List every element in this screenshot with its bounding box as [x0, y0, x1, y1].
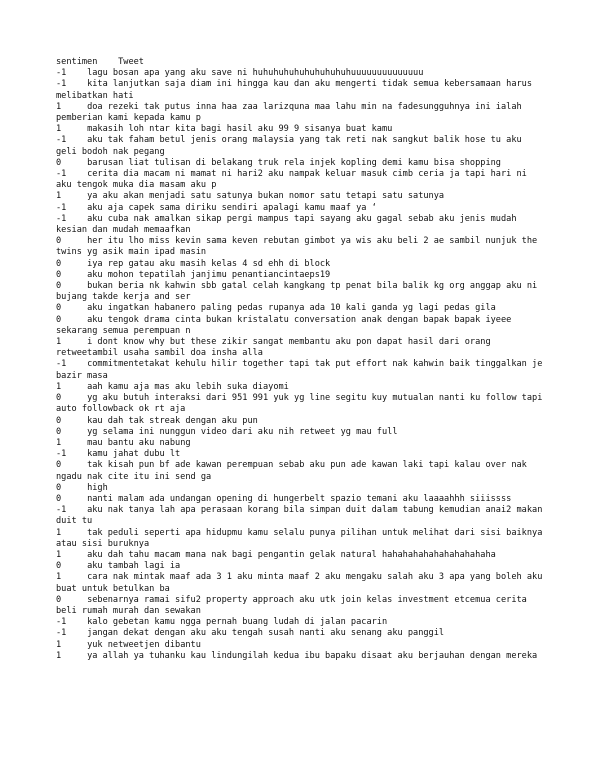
tweet-row: [56, 68, 546, 79]
sentiment-value: 1: [56, 639, 82, 650]
tweet-text: cerita dia macam ni mamat ni hari2 aku nampak keluar masuk cimb ceria ja tapi hari ni aku tengok muka dia masam aku p: [56, 169, 533, 191]
sentiment-value: 0: [56, 281, 82, 292]
tweet-text: mau bantu aku nabung: [87, 437, 191, 448]
tweet-text: yg selama ini nunggun video dari aku nih retweet yg mau full: [87, 426, 398, 437]
sentiment-value: -1: [56, 79, 82, 90]
header-row: [56, 57, 546, 68]
tweet-text: kamu jahat dubu lt: [87, 449, 181, 460]
tweet-row: [56, 359, 546, 381]
tweet-text: sebenarnya ramai sifu2 property approach aku utk join kelas investment etcemua cerita beli rumah murah dan sewakan: [56, 594, 533, 616]
tweet-row: [56, 561, 546, 572]
header-sentiment: sentimen: [56, 57, 98, 67]
sentiment-value: 1: [56, 124, 82, 135]
sentiment-value: 0: [56, 561, 82, 572]
sentiment-value: 0: [56, 303, 82, 314]
sentiment-value: 0: [56, 460, 82, 471]
tweet-text: bukan beria nk kahwin sbb gatal celah kangkang tp penat bila balik kg org anggap aku ni bujang takde kerja and ser: [56, 281, 543, 303]
sentiment-value: 0: [56, 236, 82, 247]
tweet-row: [56, 124, 546, 135]
tweet-text: ya allah ya tuhanku kau lindungilah kedua ibu bapaku disaat aku berjauhan dengan mereka: [87, 650, 538, 661]
tweet-text: nanti malam ada undangan opening di hungerbelt spazio temani aku laaaahhh siiissss: [87, 493, 512, 504]
tweet-row: [56, 438, 546, 449]
tweet-text: aku tengok drama cinta bukan kristalatu conversation anak dengan bapak bapak iyeee sekarang semua perempuan n: [56, 314, 517, 336]
sentiment-value: 1: [56, 549, 82, 560]
tweet-text: jangan dekat dengan aku aku tengah susah nanti aku senang aku panggil: [87, 628, 445, 639]
tweet-text: yuk netweetjen dibantu: [87, 639, 201, 650]
sentiment-value: 0: [56, 393, 82, 404]
tweet-text: tak kisah pun bf ade kawan perempuan sebab aku pun ade kawan laki tapi kalau over nak ngadu nak cite itu ini send ga: [56, 460, 533, 482]
tweet-text: i dont know why but these zikir sangat membantu aku pon dapat hasil dari orang retweetambil usaha sambil doa insha alla: [56, 337, 496, 359]
tweet-row: [56, 595, 546, 617]
tweet-row: [56, 494, 546, 505]
tweet-text: barusan liat tulisan di belakang truk rela injek kopling demi kamu bisa shopping: [87, 157, 501, 168]
sentiment-value: 1: [56, 437, 82, 448]
tweet-row: [56, 550, 546, 561]
sentiment-value: 1: [56, 337, 82, 348]
sentiment-value: 0: [56, 482, 82, 493]
tweet-row: [56, 191, 546, 202]
tweet-text: tak peduli seperti apa hidupmu kamu selalu punya pilihan untuk melihat dari sisi baiknya atau sisi buruknya: [56, 527, 548, 549]
tweet-text: lagu bosan apa yang aku save ni huhuhuhuhuhuhuhuhuhuuuuuuuuuuuuuu: [87, 68, 424, 79]
tweet-row: [56, 460, 546, 482]
sentiment-value: -1: [56, 213, 82, 224]
tweet-text: aku dah tahu macam mana nak bagi pengantin gelak natural hahahahahahahahahahaha: [87, 549, 496, 560]
tweet-text: aku ingatkan habanero paling pedas rupanya ada 10 kali ganda yg lagi pedas gila: [87, 303, 496, 314]
tweet-row: [56, 203, 546, 214]
sentiment-value: -1: [56, 68, 82, 79]
tweet-row: [56, 449, 546, 460]
sentiment-value: -1: [56, 617, 82, 628]
sentiment-value: 0: [56, 426, 82, 437]
tweet-row: [56, 617, 546, 628]
tweet-row: [56, 281, 546, 303]
tweet-row: [56, 505, 546, 527]
tweet-row: [56, 640, 546, 651]
tweet-text: iya rep gatau aku masih kelas 4 sd ehh di block: [87, 258, 331, 269]
sentiment-value: 0: [56, 594, 82, 605]
tweet-text: aah kamu aja mas aku lebih suka diayomi: [87, 381, 289, 392]
tweet-row: [56, 427, 546, 438]
tweet-text: aku nak tanya lah apa perasaan korang bila simpan duit dalam tabung kemudian anai2 makan duit tu: [56, 505, 548, 527]
tweet-row: [56, 169, 546, 191]
tweet-row: [56, 393, 546, 415]
sentiment-value: 0: [56, 493, 82, 504]
sentiment-value: 1: [56, 381, 82, 392]
tweet-row: [56, 259, 546, 270]
sentiment-value: -1: [56, 135, 82, 146]
tweet-list: [56, 68, 546, 662]
tweet-text: aku cuba nak amalkan sikap pergi mampus tapi sayang aku gagal sebab aku jenis mudah kesian dan mudah memaafkan: [56, 213, 522, 236]
tweet-text: commitmentetakat kehulu hilir together tapi tak put effort nak kahwin baik tinggalkan je bazir masa: [56, 359, 548, 381]
sentiment-value: -1: [56, 449, 82, 460]
tweet-text: doa rezeki tak putus inna haa zaa larizquna maa lahu min na fadesungguhnya ini ialah pemberian kami kepada kamu p: [56, 101, 527, 124]
tweet-row: [56, 572, 546, 594]
tweet-row: [56, 651, 546, 662]
header-tweet: Tweet: [118, 57, 144, 67]
sentiment-value: 0: [56, 258, 82, 269]
tweet-text: aku tak faham betul jenis orang malaysia yang tak reti nak sangkut balik hose tu aku geli bodoh nak pegang: [56, 135, 527, 157]
tweet-text: kalo gebetan kamu ngga pernah buang ludah di jalan pacarin: [87, 617, 388, 628]
tweet-text: her itu lho miss kevin sama keven rebutan gimbot ya wis aku beli 2 ae sambil nunjuk the twins yg asik main ipad masin: [56, 236, 543, 258]
tweet-text: aku tambah lagi ia: [87, 561, 181, 572]
tweet-text: yg aku butuh interaksi dari 951 991 yuk yg line segitu kuy mutualan nanti ku follow tapi auto followback ok rt aja: [56, 393, 548, 415]
tweet-row: [56, 214, 546, 236]
sentiment-value: -1: [56, 505, 82, 516]
tweet-text: ya aku akan menjadi satu satunya bukan nomor satu tetapi satu satunya: [87, 191, 445, 202]
tweet-row: [56, 135, 546, 157]
tweet-row: [56, 79, 546, 101]
tweet-row: [56, 270, 546, 281]
sentiment-value: 0: [56, 314, 82, 325]
tweet-row: [56, 236, 546, 258]
tweet-row: [56, 158, 546, 169]
sentiment-value: 1: [56, 650, 82, 661]
sentiment-value: -1: [56, 359, 82, 370]
tweet-row: [56, 382, 546, 393]
sentiment-value: 1: [56, 572, 82, 583]
tweet-text: makasih loh ntar kita bagi hasil aku 99 9 sisanya buat kamu: [87, 124, 393, 135]
tweet-row: [56, 483, 546, 494]
tweet-row: [56, 416, 546, 427]
tweet-text: cara nak mintak maaf ada 3 1 aku minta maaf 2 aku mengaku salah aku 3 apa yang boleh aku buat untuk betulkan ba: [56, 572, 548, 594]
tweet-row: [56, 102, 546, 124]
sentiment-value: -1: [56, 202, 82, 213]
tweet-text: aku aja capek sama diriku sendiri apalagi kamu maaf ya ‘: [87, 202, 377, 213]
sentiment-value: 1: [56, 191, 82, 202]
tweet-text: kau dah tak streak dengan aku pun: [87, 415, 258, 426]
tweet-row: [56, 337, 546, 359]
tweet-row: [56, 315, 546, 337]
sentiment-value: 0: [56, 157, 82, 168]
document-page: [56, 57, 546, 662]
sentiment-value: 1: [56, 527, 82, 538]
tweet-text: high: [87, 482, 108, 493]
sentiment-value: -1: [56, 169, 82, 180]
sentiment-value: 0: [56, 269, 82, 280]
tweet-row: [56, 528, 546, 550]
tweet-text: aku mohon tepatilah janjimu penantiancintaeps19: [87, 269, 331, 280]
tweet-row: [56, 628, 546, 639]
tweet-row: [56, 303, 546, 314]
sentiment-value: -1: [56, 628, 82, 639]
tweet-text: kita lanjutkan saja diam ini hingga kau dan aku mengerti tidak semua kebersamaan harus melibatkan hati: [56, 79, 538, 101]
sentiment-value: 0: [56, 415, 82, 426]
sentiment-value: 1: [56, 101, 82, 112]
